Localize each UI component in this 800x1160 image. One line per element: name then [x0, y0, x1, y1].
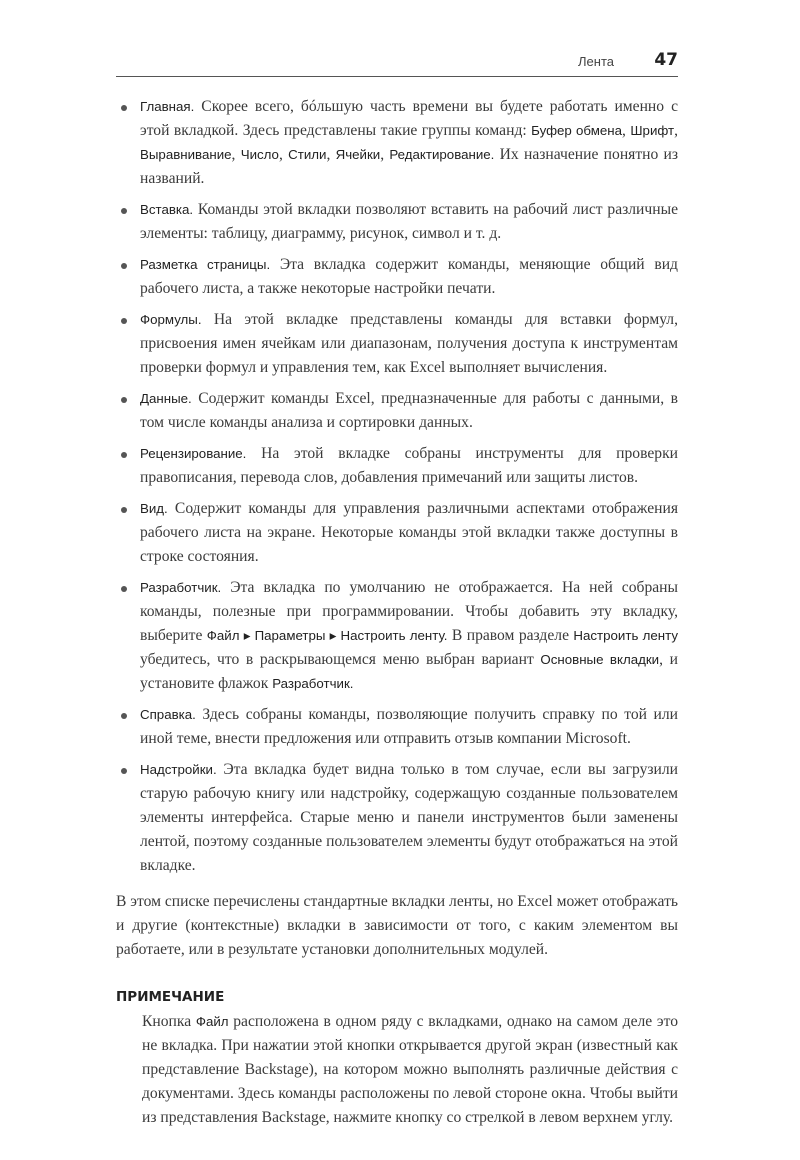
text-run: , — [674, 122, 679, 139]
ui-term: Разработчик. — [272, 676, 354, 691]
ui-term: Шрифт — [630, 123, 675, 138]
ui-term: Файл ▸ Параметры ▸ Настроить ленту. — [206, 628, 448, 643]
ui-term: Ячейки — [335, 147, 381, 162]
text-run: Здесь собраны команды, позволяющие получить справку по той или иной теме, внести предложения или отправить отзыв компании Microsoft. — [140, 706, 678, 747]
text-run: Содержит команды Excel, предназначенные для работы с данными, в том числе команды анализа и сортировки данных. — [140, 390, 678, 431]
ribbon-tabs-list — [140, 95, 678, 878]
bullet-icon — [121, 208, 127, 214]
text-run: , — [622, 122, 631, 139]
text-run: На этой вкладке собраны инструменты для проверки правописания, перевода слов, добавления примечаний или защиты листов. — [140, 445, 678, 486]
ui-term: Главная. — [140, 99, 195, 114]
ui-term: Выравнивание — [140, 147, 232, 162]
text-run: , и установите флажок — [140, 651, 678, 692]
bullet-icon — [121, 768, 127, 774]
list-item — [140, 308, 678, 380]
ui-term: Вставка. — [140, 202, 194, 217]
ui-term: Стили — [288, 147, 327, 162]
list-item — [140, 253, 678, 301]
bullet-icon — [121, 263, 127, 269]
text-run: На этой вкладке представлены команды для вставки формул, присвоения имен ячейкам или диапазонам, получения доступа к инструментам проверки формул и управления тем, как Excel выполняет вычисления. — [140, 311, 678, 376]
bullet-icon — [121, 586, 127, 592]
ui-term: Справка. — [140, 707, 196, 722]
text-run: Эта вкладка содержит команды, меняющие общий вид рабочего листа, а также некоторые настройки печати. — [140, 256, 678, 297]
text-run: , — [278, 146, 289, 163]
list-item — [140, 703, 678, 751]
ui-term: Число — [240, 147, 279, 162]
ui-term: Разработчик. — [140, 580, 222, 595]
ui-term: Файл — [195, 1014, 229, 1029]
list-item — [140, 497, 678, 569]
list-item — [140, 758, 678, 878]
text-run: убедитесь, что в раскрывающемся меню выбран вариант — [140, 651, 541, 668]
ui-term: Рецензирование. — [140, 446, 247, 461]
text-run: Содержит команды для управления различными аспектами отображения рабочего листа на экране. Некоторые команды этой вкладки также доступны в строке состояния. — [140, 500, 678, 565]
ui-term: Настроить ленту — [573, 628, 678, 643]
list-item — [140, 576, 678, 696]
text-run: , — [326, 146, 336, 163]
ui-term: Надстройки. — [140, 762, 217, 777]
bullet-icon — [121, 713, 127, 719]
ui-term: Буфер обмена — [531, 123, 623, 138]
text-run: , — [380, 146, 390, 163]
text-run: В правом разделе — [447, 627, 574, 644]
text-run: Скорее всего, бóльшую часть времени вы будете работать именно с этой вкладкой. Здесь представлены такие группы команд: — [140, 98, 678, 139]
text-run: Эта вкладка по умолчанию не отображается. На ней собраны команды, полезные при программировании. Чтобы добавить эту вкладку, выберите — [140, 579, 678, 644]
page-header — [116, 48, 678, 77]
body-paragraph: В этом списке перечислены стандартные вкладки ленты, но Excel может отображать и другие (контекстные) вкладки в зависимости от того, с каким элементом вы работаете, или в результате установки дополнительных модулей. — [116, 893, 678, 958]
ui-term: Разметка страницы. — [140, 257, 271, 272]
running-title: Лента — [578, 54, 614, 69]
text-run: Эта вкладка будет видна только в том случае, если вы загрузили старую рабочую книгу или надстройку, содержащую созданные пользователем элементы интерфейса. Старые меню и панели инструментов были заменены лентой, поэтому созданные пользователем элементы будут отображаться на этой вкладке. — [140, 761, 678, 874]
bullet-icon — [121, 452, 127, 458]
bullet-icon — [121, 318, 127, 324]
ui-term: Вид. — [140, 501, 168, 516]
text-run: Команды этой вкладки позволяют вставить на рабочий лист различные элементы: таблицу, диаграмму, рисунок, символ и т. д. — [140, 201, 678, 242]
list-item — [140, 442, 678, 490]
list-item — [140, 198, 678, 246]
text-run: расположена в одном ряду с вкладками, однако на самом деле это не вкладка. При нажатии этой кнопки открывается другой экран (известный как представление Backstage), на котором можно выполнять различные действия с документами. Здесь команды расположены по левой стороне окна. Чтобы выйти из представления Backstage, нажмите кнопку со стрелкой в левом верхнем углу. — [142, 1013, 678, 1126]
bullet-icon — [121, 507, 127, 513]
bullet-icon — [121, 105, 127, 111]
text-run: , — [231, 146, 241, 163]
list-item — [140, 95, 678, 191]
ui-term: Данные. — [140, 391, 192, 406]
page-number: 47 — [654, 50, 678, 70]
ui-term: Формулы. — [140, 312, 202, 327]
bullet-icon — [121, 397, 127, 403]
note-title: ПРИМЕЧАНИЕ — [116, 989, 225, 1005]
list-item — [140, 387, 678, 435]
text-run: Кнопка — [142, 1013, 196, 1030]
text-run: Их назначение понятно из названий. — [140, 146, 679, 187]
ui-term: Редактирование. — [389, 147, 495, 162]
note-body — [142, 1010, 678, 1130]
ui-term: Основные вкладки — [540, 652, 660, 667]
